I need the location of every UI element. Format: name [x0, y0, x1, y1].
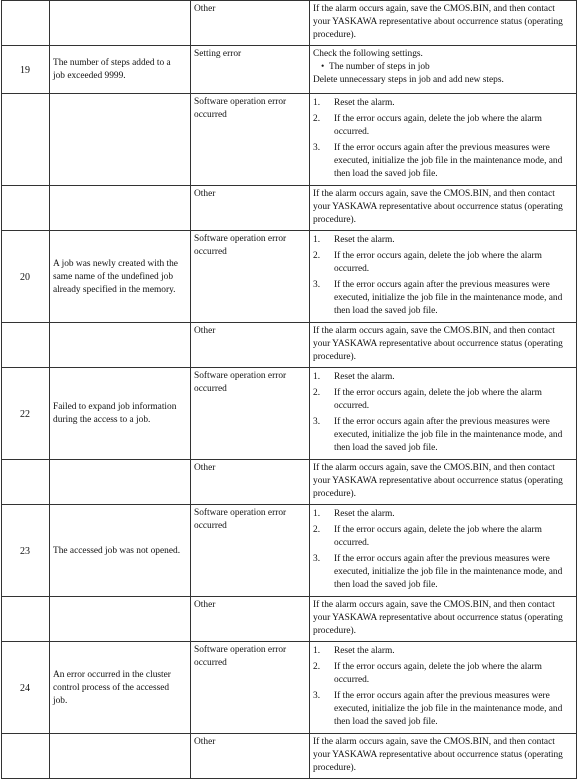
remedy-cell [310, 642, 577, 734]
table-row [2, 231, 577, 323]
remedy-step: 3. If the error occurs again after the previous measures were executed, initialize the job file in the maintenance mode, and then load the saved job file. [313, 143, 563, 179]
cause-cell: Software operation error occurred [191, 94, 310, 186]
bullet-item [313, 61, 572, 74]
alarm-number-cell: 22 [2, 368, 50, 460]
remedy-cell: If the alarm occurs again, save the CMOS.BIN, and then contact your YASKAWA representative about occurrence status (operating procedure). [310, 186, 577, 231]
alarm-number-cell [2, 597, 50, 642]
table-row [2, 642, 577, 734]
alarm-number-cell [2, 734, 50, 779]
remedy-cell [310, 94, 577, 186]
alarm-number-cell [2, 1, 50, 46]
cause-cell: Other [191, 460, 310, 505]
remedy-step: 3. If the error occurs again after the previous measures were executed, initialize the job file in the maintenance mode, and then load the saved job file. [313, 280, 563, 316]
description-cell [50, 94, 191, 186]
remedy-step: 3. If the error occurs again after the previous measures were executed, initialize the job file in the maintenance mode, and then load the saved job file. [313, 691, 563, 727]
cause-cell: Software operation error occurred [191, 642, 310, 734]
alarm-table [1, 0, 577, 779]
remedy-step: 1. Reset the alarm. [313, 646, 395, 656]
remedy-cell: If the alarm occurs again, save the CMOS.BIN, and then contact your YASKAWA representative about occurrence status (operating procedure). [310, 734, 577, 779]
alarm-number-cell: 20 [2, 231, 50, 323]
remedy-cell [310, 46, 577, 94]
cause-cell: Other [191, 1, 310, 46]
remedy-step: 1. Reset the alarm. [313, 372, 395, 382]
description-cell [50, 186, 191, 231]
cause-cell: Other [191, 597, 310, 642]
remedy-cell: If the alarm occurs again, save the CMOS.BIN, and then contact your YASKAWA representative about occurrence status (operating procedure). [310, 1, 577, 46]
description-cell [50, 460, 191, 505]
table-row [2, 94, 577, 186]
remedy-step: 1. Reset the alarm. [313, 235, 395, 245]
remedy-step: 2. If the error occurs again, delete the job where the alarm occurred. [313, 662, 542, 685]
alarm-number-cell: 24 [2, 642, 50, 734]
alarm-number-cell: 19 [2, 46, 50, 94]
description-cell: The number of steps added to a job exceeded 9999. [50, 46, 191, 94]
description-cell [50, 1, 191, 46]
table-row [2, 460, 577, 505]
remedy-step: 1. Reset the alarm. [313, 509, 395, 519]
remedy-cell [310, 231, 577, 323]
description-cell [50, 597, 191, 642]
check-settings-text: Check the following settings. [313, 49, 423, 59]
description-cell [50, 734, 191, 779]
cause-cell: Other [191, 323, 310, 368]
bullet-text: The number of steps in job [328, 62, 430, 72]
cause-cell: Software operation error occurred [191, 368, 310, 460]
table-row [2, 46, 577, 94]
description-cell: Failed to expand job information during the access to a job. [50, 368, 191, 460]
table-row [2, 368, 577, 460]
alarm-number-cell [2, 323, 50, 368]
bullet-icon: • [321, 62, 325, 72]
remedy-step: 2. If the error occurs again, delete the job where the alarm occurred. [313, 525, 542, 548]
remedy-step: 2. If the error occurs again, delete the job where the alarm occurred. [313, 114, 542, 137]
table-row [2, 597, 577, 642]
table-row [2, 505, 577, 597]
alarm-number-cell [2, 94, 50, 186]
alarm-number-cell [2, 186, 50, 231]
remedy-cell [310, 505, 577, 597]
remedy-cell [310, 368, 577, 460]
alarm-number-cell: 23 [2, 505, 50, 597]
description-cell: The accessed job was not opened. [50, 505, 191, 597]
alarm-number-cell [2, 460, 50, 505]
remedy-step: 1. Reset the alarm. [313, 98, 395, 108]
cause-cell: Software operation error occurred [191, 231, 310, 323]
cause-cell: Other [191, 734, 310, 779]
remedy-step: 3. If the error occurs again after the previous measures were executed, initialize the job file in the maintenance mode, and then load the saved job file. [313, 417, 563, 453]
description-cell [50, 323, 191, 368]
remedy-cell: If the alarm occurs again, save the CMOS.BIN, and then contact your YASKAWA representative about occurrence status (operating procedure). [310, 597, 577, 642]
cause-cell: Other [191, 186, 310, 231]
description-cell: An error occurred in the cluster control process of the accessed job. [50, 642, 191, 734]
remedy-cell: If the alarm occurs again, save the CMOS.BIN, and then contact your YASKAWA representative about occurrence status (operating procedure). [310, 323, 577, 368]
cause-cell: Software operation error occurred [191, 505, 310, 597]
remedy-cell: If the alarm occurs again, save the CMOS.BIN, and then contact your YASKAWA representative about occurrence status (operating procedure). [310, 460, 577, 505]
table-row [2, 186, 577, 231]
remedy-step: 3. If the error occurs again after the previous measures were executed, initialize the job file in the maintenance mode, and then load the saved job file. [313, 554, 563, 590]
table-row [2, 1, 577, 46]
remedy-step: 2. If the error occurs again, delete the job where the alarm occurred. [313, 251, 542, 274]
remedy-step: 2. If the error occurs again, delete the job where the alarm occurred. [313, 388, 542, 411]
table-row [2, 323, 577, 368]
table-row [2, 734, 577, 779]
cause-cell: Setting error [191, 46, 310, 94]
delete-steps-text: Delete unnecessary steps in job and add new steps. [313, 75, 504, 85]
description-cell: A job was newly created with the same name of the undefined job already specified in the memory. [50, 231, 191, 323]
